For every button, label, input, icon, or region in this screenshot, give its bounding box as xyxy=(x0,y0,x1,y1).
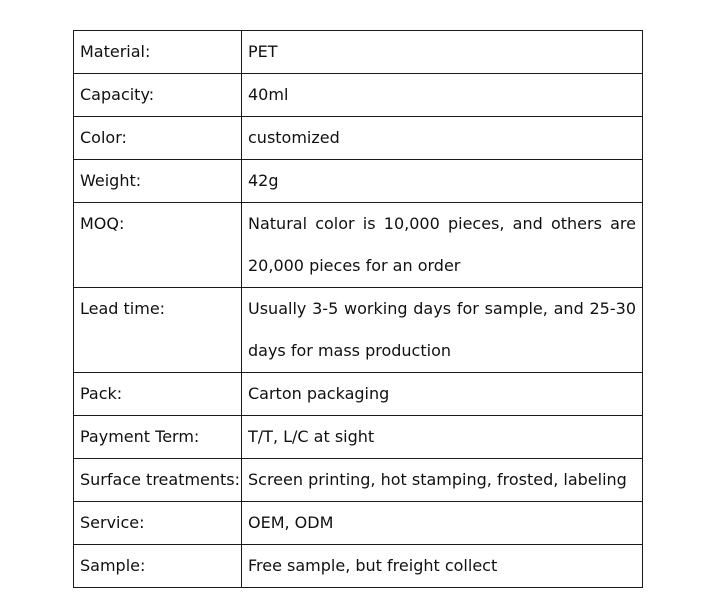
table-row xyxy=(74,117,643,160)
row-value-moq: Natural color is 10,000 pieces, and others are 20,000 pieces for an order xyxy=(242,203,643,288)
table-row xyxy=(74,288,643,373)
table-row xyxy=(74,416,643,459)
row-label-service: Service: xyxy=(74,502,242,545)
row-label-weight: Weight: xyxy=(74,160,242,203)
row-label-color: Color: xyxy=(74,117,242,160)
row-value-capacity: 40ml xyxy=(242,74,643,117)
row-value-payment-term: T/T, L/C at sight xyxy=(242,416,643,459)
row-label-material: Material: xyxy=(74,31,242,74)
row-label-pack: Pack: xyxy=(74,373,242,416)
table-row xyxy=(74,545,643,588)
row-label-payment-term: Payment Term: xyxy=(74,416,242,459)
row-value-material: PET xyxy=(242,31,643,74)
table-row xyxy=(74,203,643,288)
row-label-surface-treatments: Surface treatments: xyxy=(74,459,242,502)
row-label-lead-time: Lead time: xyxy=(74,288,242,373)
table-row xyxy=(74,459,643,502)
table-row xyxy=(74,373,643,416)
row-value-weight: 42g xyxy=(242,160,643,203)
row-value-sample: Free sample, but freight collect xyxy=(242,545,643,588)
row-value-lead-time: Usually 3-5 working days for sample, and 25-30 days for mass production xyxy=(242,288,643,373)
product-spec-table xyxy=(73,30,643,588)
row-value-service: OEM, ODM xyxy=(242,502,643,545)
row-value-surface-treatments: Screen printing, hot stamping, frosted, labeling xyxy=(242,459,643,502)
row-label-moq: MOQ: xyxy=(74,203,242,288)
row-value-color: customized xyxy=(242,117,643,160)
table-row xyxy=(74,160,643,203)
row-label-sample: Sample: xyxy=(74,545,242,588)
table-row xyxy=(74,74,643,117)
table-row xyxy=(74,502,643,545)
table-row xyxy=(74,31,643,74)
row-label-capacity: Capacity: xyxy=(74,74,242,117)
row-value-pack: Carton packaging xyxy=(242,373,643,416)
